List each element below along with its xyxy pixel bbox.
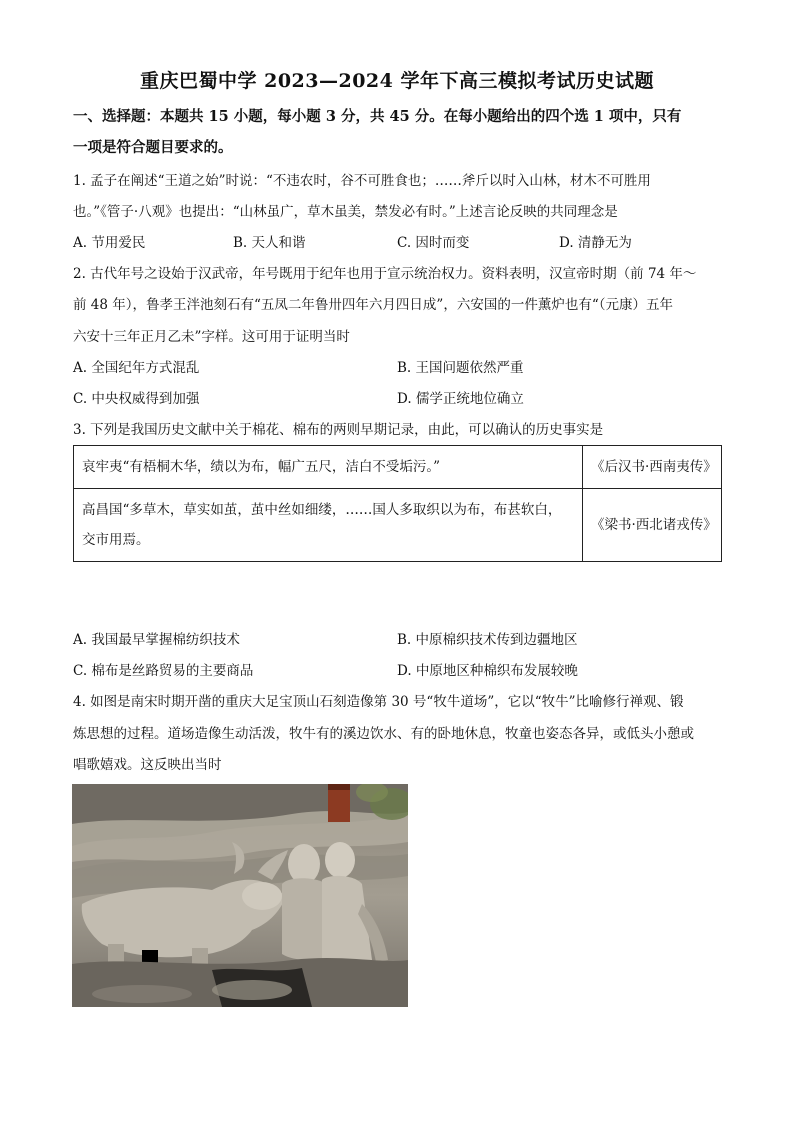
table-row [74, 446, 722, 489]
rock-carving-illustration [72, 784, 408, 1007]
q3-option-d[interactable]: D. 中原地区种棉织布发展较晚 [397, 663, 578, 679]
q4-stem-line: 4. 如图是南宋时期开凿的重庆大足宝顶山石刻造像第 30 号“牧牛道场”，它以“牧牛”比喻修行禅观、锻 [73, 694, 684, 710]
q2-option-d[interactable]: D. 儒学正统地位确立 [397, 391, 524, 407]
table-row [74, 489, 722, 562]
section-heading [73, 101, 723, 163]
table-cell-quote: 哀牢夷“有梧桐木华，绩以为布，幅广五尺，洁白不受垢污。” [74, 446, 583, 489]
rock-carving-photo [72, 784, 408, 1007]
table-cell-source: 《梁书·西北诸戎传》 [583, 489, 722, 562]
q1-option-d[interactable]: D. 清静无为 [559, 235, 632, 251]
q3-option-c[interactable]: C. 棉布是丝路贸易的主要商品 [73, 663, 254, 679]
q2-stem-line: 六安十三年正月乙未”字样。这可用于证明当时 [73, 329, 350, 345]
q3-option-b[interactable]: B. 中原棉织技术传到边疆地区 [397, 632, 578, 648]
q1-option-a[interactable]: A. 节用爱民 [73, 235, 146, 251]
source-table [73, 445, 722, 562]
q4-stem-line: 炼思想的过程。道场造像生动活泼，牧牛有的溪边饮水、有的卧地休息，牧童也姿态各异，或低头小憩或 [73, 726, 694, 742]
q2-option-c[interactable]: C. 中央权威得到加强 [73, 391, 200, 407]
q2-stem-line: 2. 古代年号之设始于汉武帝，年号既用于纪年也用于宣示统治权力。资料表明，汉宣帝时期（前 74 年～ [73, 266, 697, 282]
q2-option-a[interactable]: A. 全国纪年方式混乱 [73, 360, 200, 376]
section-heading-line: 一项是符合题目要求的。 [73, 139, 233, 156]
q1-option-b[interactable]: B. 天人和谐 [233, 235, 306, 251]
q3-option-a[interactable]: A. 我国最早掌握棉纺织技术 [73, 632, 240, 648]
q2-option-b[interactable]: B. 王国问题依然严重 [397, 360, 524, 376]
q3-stem-line: 3. 下列是我国历史文献中关于棉花、棉布的两则早期记录，由此，可以确认的历史事实是 [73, 422, 604, 438]
table-cell-source: 《后汉书·西南夷传》 [583, 446, 722, 489]
q1-stem-line: 也。”《管子·八观》也提出：“山林虽广，草木虽美，禁发必有时。”上述言论反映的共同理念是 [73, 204, 618, 220]
q2-stem-line: 前 48 年），鲁孝王泮池刻石有“五凤二年鲁卅四年六月四日成”，六安国的一件薰炉也有“（元康）五年 [73, 297, 673, 313]
page-title: 重庆巴蜀中学 2023—2024 学年下高三模拟考试历史试题 [140, 70, 654, 92]
table-cell-quote: 高昌国“多草木，草实如茧，茧中丝如细缕，……国人多取织以为布，布甚软白，交市用焉。 [74, 489, 583, 562]
section-heading-line: 一、选择题：本题共 15 小题，每小题 3 分，共 45 分。在每小题给出的四个选 1 项中，只有 [73, 108, 682, 125]
q1-stem-line: 1. 孟子在阐述“王道之始”时说：“不违农时，谷不可胜食也；……斧斤以时入山林，材木不可胜用 [73, 173, 651, 189]
q1-option-c[interactable]: C. 因时而变 [397, 235, 470, 251]
q4-stem-line: 唱歌嬉戏。这反映出当时 [73, 757, 222, 773]
